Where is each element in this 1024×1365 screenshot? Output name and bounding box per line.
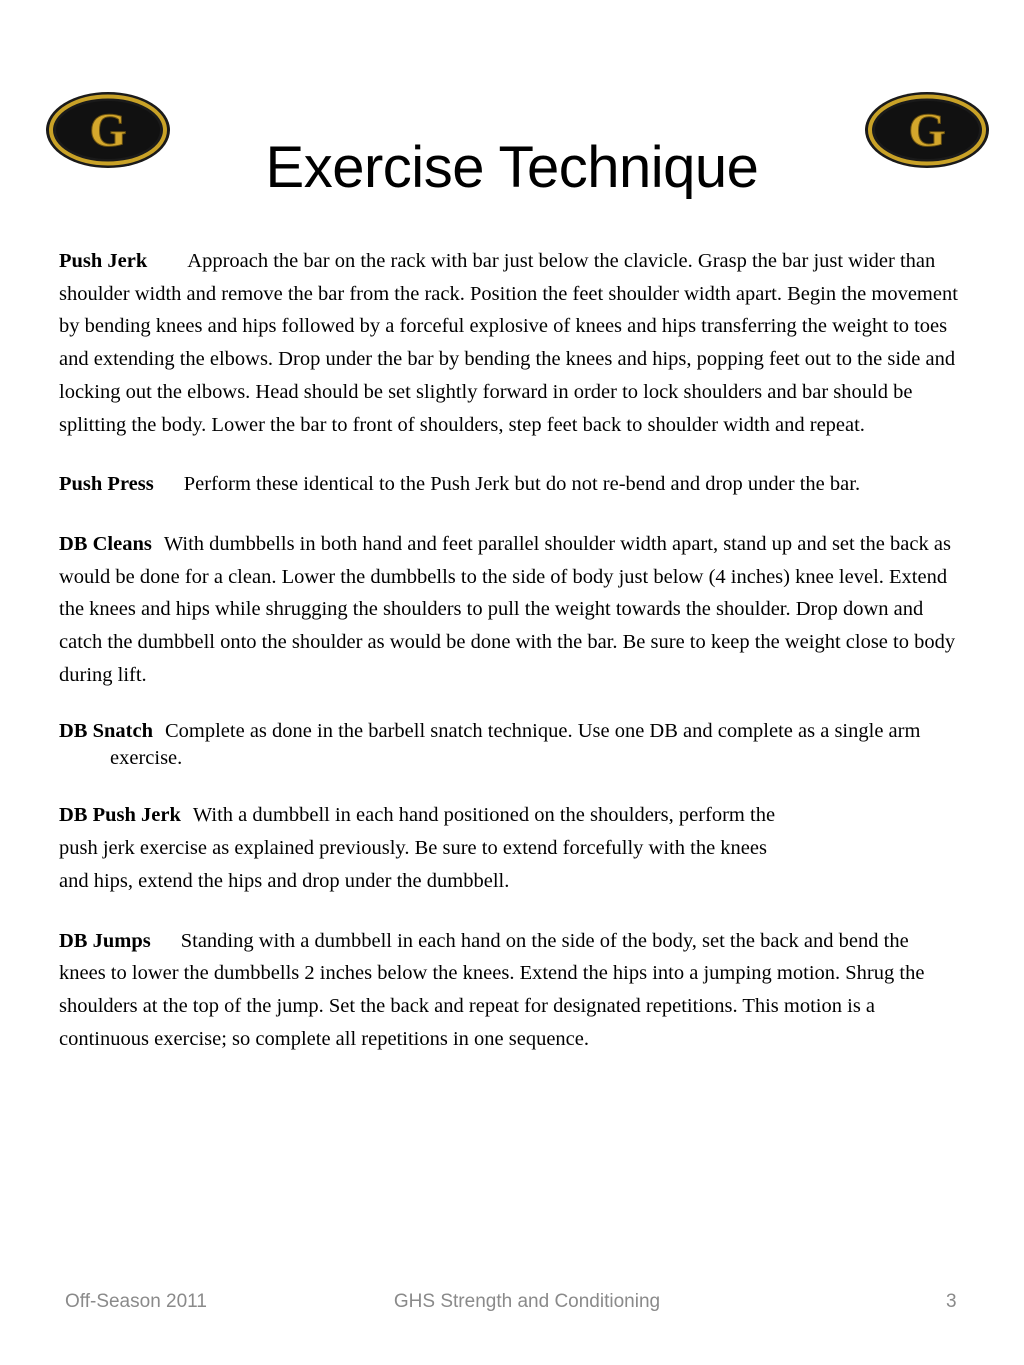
page-title: Exercise Technique [265, 135, 759, 200]
entry-push-jerk [59, 245, 959, 441]
svg-text:G: G [908, 104, 946, 157]
entry-push-press [59, 468, 959, 501]
entry-db-push-jerk [59, 799, 959, 897]
entry-text: Perform these identical to the Push Jerk but do not re-bend and drop under the bar. [183, 473, 861, 496]
entry-text: Standing with a dumbbell in each hand on the side of the body, set the back and bend the knees to lower the dumbbells 2 inches below the knees. Extend the hips into a jumping motion. Shrug the shoulders at the top of the jump. Set the back and repeat for designated repetitions. This motion is a continuous exercise; so complete all repetitions in one sequence. [59, 929, 925, 1050]
entry-line: and hips, extend the hips and drop under the dumbbell. [59, 869, 510, 892]
entry-term: DB Cleans [59, 532, 152, 555]
entry-text: With dumbbells in both hand and feet parallel shoulder width apart, stand up and set the back as would be done for a clean. Lower the dumbbells to the side of body just below (4 inches) knee level. Extend the knees and hips while shrugging the shoulders to pull the weight towards the shoulder. Drop down and catch the dumbbell onto the shoulder as would be done with the bar. Be sure to keep the weight close to body during lift. [59, 532, 956, 686]
footer-program: GHS Strength and Conditioning [393, 1291, 661, 1312]
entry-term: DB Snatch [59, 720, 153, 743]
entry-term: Push Jerk [59, 250, 148, 272]
entry-line [59, 799, 959, 832]
entry-db-snatch [59, 718, 959, 772]
entry-text: Complete as done in the barbell snatch technique. Use one DB and complete as a single arm exercise. [110, 720, 921, 770]
entry-text: Approach the bar on the rack with bar just below the clavicle. Grasp the bar just wider than shoulder width and remove the bar from the rack. Position the feet shoulder width apart. Begin the movement by bending knees and hips followed by a forceful explosive of knees and hips transferring the weight to toes and extending the elbows. Drop under the bar by bending the knees and hips, popping feet out to the side and locking out the elbows. Head should be set slightly forward in order to lock shoulders and bar should be splitting the body. Lower the bar to front of shoulders, step feet back to shoulder width and repeat. [59, 250, 958, 436]
exercise-list [59, 245, 959, 1082]
footer-season: Off-Season 2011 [65, 1291, 207, 1312]
entry-db-jumps [59, 925, 959, 1056]
entry-text: With a dumbbell in each hand positioned on the shoulders, perform the [192, 804, 776, 827]
entry-term: Push Press [59, 473, 154, 496]
entry-term: DB Jumps [59, 929, 151, 952]
page-number: 3 [946, 1291, 957, 1312]
svg-text:G: G [89, 104, 127, 157]
entry-line: push jerk exercise as explained previously. Be sure to extend forcefully with the knees [59, 837, 767, 860]
entry-term: DB Push Jerk [59, 804, 181, 827]
entry-db-cleans [59, 528, 959, 692]
